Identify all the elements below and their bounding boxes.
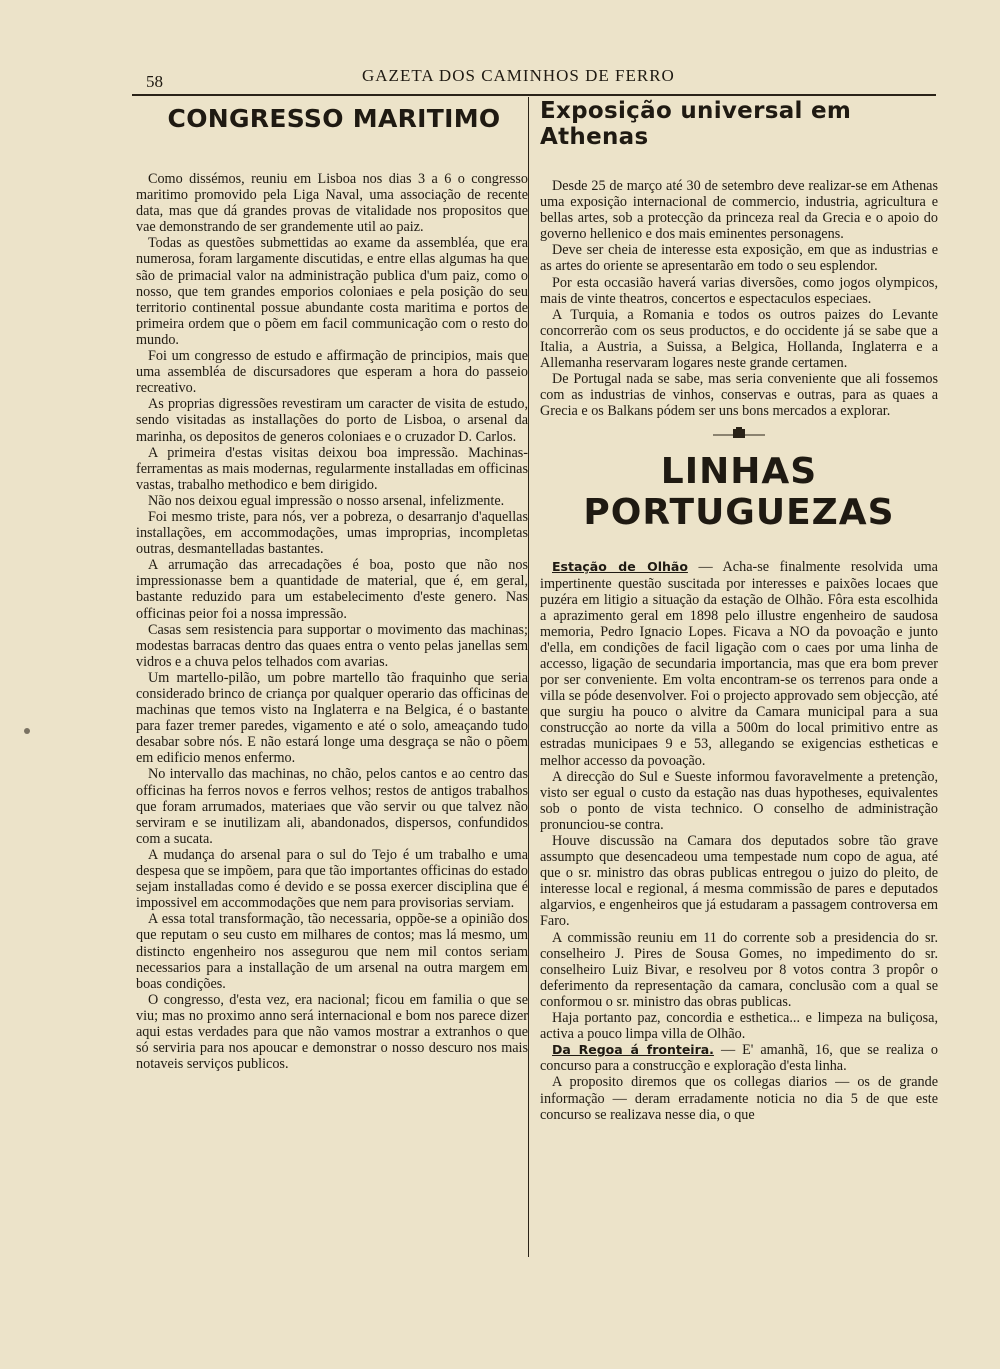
title-spacer <box>540 150 938 178</box>
article-paragraph: A mudança do arsenal para o sul do Tejo é um trabalho e uma despesa que se impõem, para que tão importantes officinas do estado sejam installadas como é devido e se possa exercer disciplina que é impossivel em accommodações que nem para provisorias serviam. <box>136 846 528 912</box>
page-header <box>132 64 934 91</box>
article-title-linhas: LINHAS PORTUGUEZAS <box>583 451 895 534</box>
title-spacer <box>136 133 528 171</box>
run-in-heading-regoa: Da Regoa á fronteira. <box>552 1042 714 1058</box>
article-paragraph: Houve discussão na Camara dos deputados sobre tão grave assumpto que desencadeou uma tempestade num copo de agua, até que o sr. ministro das obras publicas entregou o juizo do pleito, de interesse local e regional, á mesma commissão de pares e deputados algarvios, e engenheiros que já estudaram a passagem controversa em Faro. <box>540 833 938 930</box>
article-paragraph: No intervallo das machinas, no chão, pelos cantos e ao centro das officinas ha ferros novos e ferros velhos; restos de antigos trabalhos que foram arrumados, materiaes que vão servir ou que talvez não serviram e se inutilizam ali, abandonados, dispersos, confundidos com a sucata. <box>136 766 528 847</box>
header-rule <box>132 94 936 96</box>
article-paragraph: Haja portanto paz, concordia e esthetica... e limpeza na buliçosa, activa a pouco limpa villa de Olhão. <box>540 1010 938 1043</box>
article-paragraph: Foi mesmo triste, para nós, ver a pobreza, o desarranjo d'aquellas installações, em accommodações, umas improprias, incompletas outras, desmantelladas bastantes. <box>136 508 528 558</box>
article-paragraph: As proprias digressões revestiram um caracter de visita de estudo, sendo visitadas as installações do porto de Lisboa, o arsenal da marinha, os depositos de generos coloniaes e o cruzador D. Carlos. <box>136 396 528 445</box>
article-paragraph: Por esta occasião haverá varias diversões, como jogos olympicos, mais de vinte theatros, concertos e espectaculos especiaes. <box>540 274 938 307</box>
run-in-text: — E' amanhã, 16, que se realiza o concurso para a construcção e exploração d'esta linha. <box>540 1042 938 1075</box>
title-spacer <box>540 533 938 559</box>
run-in-text: — Acha-se finalmente resolvida uma impertinente questão suscitada por interesses e paixões locaes que puzéra em litigio a situação da estação de Olhão. Fôra esta escolhida a aprazimento geral em 1898 pelo illustre engenheiro de saudosa memoria, Pedro Ignacio Lopes. Ficava a NO da povoação e junto d'ella, em condições de facil ligação com o caes por uma linha de accesso, ligação de secundaria importancia, mas que era bom prever por ser conveniente. Em volta encontram-se os terrenos para onde a villa se póde desenvolver. Foi o projecto approvado sem objecção, até que surgiu ha pouco o alvitre da Camara municipal para a sua construcção ao norte da villa a 500m do local primitivo entre as estradas municipaes 9 e 53, allegando se exigencias estheticas e melhor accesso da povoação. <box>540 559 938 769</box>
article-paragraph: A direcção do Sul e Sueste informou favoravelmente a pretenção, visto ser egual o custo da estação nas duas hypotheses, equivalentes sob o ponto de vista technico. O conselho de administração pronunciou-se contra. <box>540 768 938 833</box>
article-paragraph: Desde 25 de março até 30 de setembro deve realizar-se em Athenas uma exposição internacional de commercio, industria, agricultura e bellas artes, sob a protecção da princeza real da Grecia e o apoio do governo hellenico e dos mais eminentes personagens. <box>540 178 938 243</box>
article-paragraph <box>540 559 938 768</box>
journal-title: GAZETA DOS CAMINHOS DE FERRO <box>362 66 675 85</box>
article-title-exposicao: Exposição universal em Athenas <box>540 98 852 150</box>
column-divider <box>528 97 529 1257</box>
article-paragraph: A proposito diremos que os collegas diarios — os de grande informação — deram erradamente noticia no dia 5 de que este concurso se realizava nesse dia, o que <box>540 1074 938 1123</box>
article-paragraph: Um martello-pilão, um pobre martello tão fraquinho que seria considerado brinco de criança por qualquer operario das officinas de machinas que temos visto na Inglaterra e na Belgica, é o bastante para fazer tremer paredes, vigamento e até o solo, ameaçando tudo desabar sobre nós. E não estará longe uma desgraça se não o põem em edificio menos enfermo. <box>136 669 528 767</box>
article-paragraph: Foi um congresso de estudo e affirmação de principios, mais que uma assembléa de discursadores que esperam a hora do passeio recreativo. <box>136 348 528 397</box>
article-paragraph: O congresso, d'esta vez, era nacional; ficou em familia o que se viu; mas no proximo anno será internacional e bom nos parece dizer aqui estas verdades para que não vamos mostrar a extranhos o que só serviria para nos apoucar e demonstrar o nosso descuro nos mais notaveis serviços publicos. <box>136 991 528 1073</box>
right-column <box>540 98 938 1123</box>
left-column <box>136 104 528 1072</box>
article-paragraph: A essa total transformação, tão necessaria, oppõe-se a opinião dos que reputam o seu custo em milhares de contos; mas lá mesmo, um distincto engenheiro nos assegurou que nem mil contos seriam necessarios para a installação de um arsenal na outra margem em boas condições. <box>136 911 528 992</box>
article-paragraph: De Portugal nada se sabe, mas seria conveniente que ali fossemos com as industrias de vinhos, conservas e outras, para as quaes a Grecia e os Balkans pódem ser uns bons mercados a explorar. <box>540 371 938 420</box>
article-paragraph: A arrumação das arrecadações é boa, posto que não nos impressionasse bem a quantidade de material, que é, em geral, bastante reduzido para um estabelecimento d'este genero. Nas officinas peior foi a nossa impressão. <box>136 557 528 622</box>
article-paragraph: Deve ser cheia de interesse esta exposição, em que as industrias e as artes do oriente se apresentarão em todo o seu esplendor. <box>540 242 938 275</box>
paper-spot <box>24 728 30 734</box>
article-paragraph: Como dissémos, reuniu em Lisboa nos dias 3 a 6 o congresso maritimo promovido pela Liga Naval, uma associação de recente data, mas que dá grandes provas de vitalidade nos propositos que vae demonstrando de ser grandemente util ao paiz. <box>136 171 528 236</box>
article-paragraph: Não nos deixou egual impressão o nosso arsenal, infelizmente. <box>148 492 505 509</box>
article-title-congresso: CONGRESSO MARITIMO <box>167 104 501 133</box>
section-ornament <box>709 425 769 441</box>
page-number: 58 <box>146 72 163 91</box>
article-paragraph: A primeira d'estas visitas deixou boa impressão. Machinas-ferramentas as mais modernas, regularmente installadas em officinas vastas, trabalho methodico e bem dirigido. <box>136 444 528 493</box>
article-paragraph: Todas as questões submettidas ao exame da assembléa, que era numerosa, foram largamente discutidas, e entre ellas algumas ha que são de primacial valor na administração publica d'um paiz, como o nosso, que tem grandes emporios coloniaes e pela posição do seu territorio continental possue abundante costa maritima e portos de primeira ordem que o põem em facil communicação com o resto do mundo. <box>136 235 528 348</box>
article-paragraph: Casas sem resistencia para supportar o movimento das machinas; modestas barracas dentro das quaes entra o vento pelas janellas sem vidros e a chuva pelos telhados com avarias. <box>136 621 528 670</box>
article-paragraph <box>540 1042 938 1074</box>
run-in-heading-olhao: Estação de Olhão <box>552 559 688 575</box>
article-paragraph: A commissão reuniu em 11 do corrente sob a presidencia do sr. conselheiro J. Pires de Sousa Gomes, no impedimento do sr. conselheiro Luiz Bivar, e resolveu por 8 votos contra 3 propôr o deferimento da representação da camara, conclusão com a qual se conformou o sr. ministro das obras publicas. <box>540 929 938 1010</box>
article-paragraph: A Turquia, a Romania e todos os outros paizes do Levante concorrerão com os seus productos, e do occidente já se sabe que a Italia, a Austria, a Suissa, a Belgica, Hollanda, Inglaterra e a Allemanha reservaram logares neste grande certamen. <box>540 306 938 372</box>
